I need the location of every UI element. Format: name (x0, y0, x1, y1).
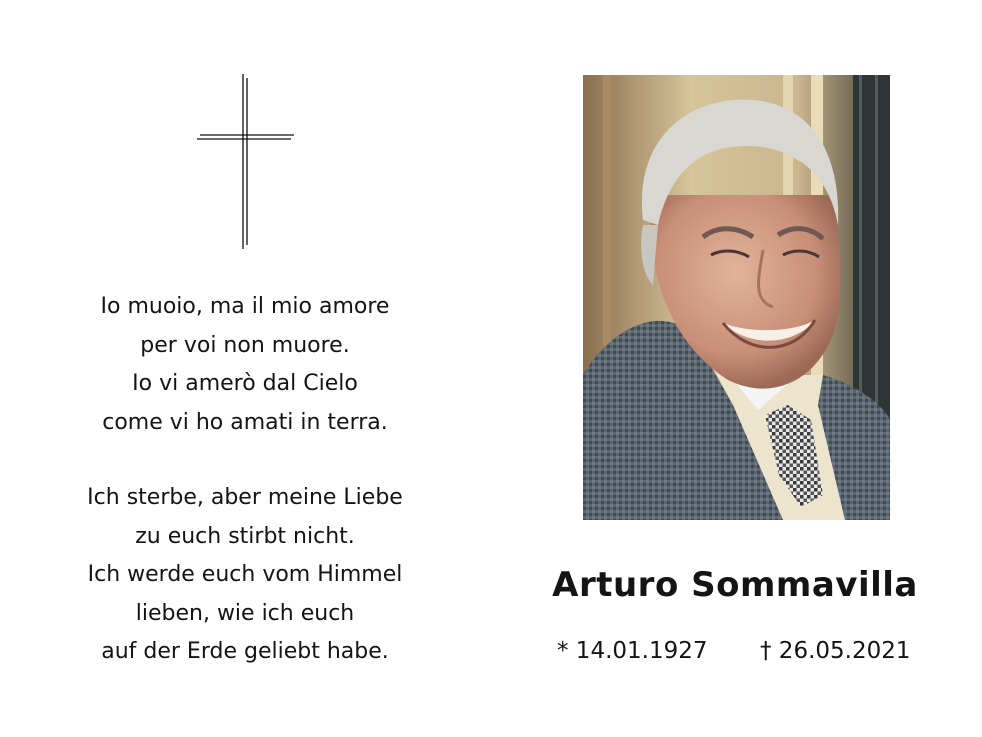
poem-line: zu euch stirbt nicht. (135, 523, 355, 549)
poem-line: per voi non muore. (140, 332, 350, 358)
poem-german (40, 479, 450, 672)
poem-line: Ich werde euch vom Himmel (87, 562, 403, 587)
poem-line: auf der Erde geliebt habe. (101, 639, 389, 664)
birth-date: * 14.01.1927 (557, 638, 708, 664)
cross-icon (195, 74, 295, 249)
poem-line: come vi ho amati in terra. (102, 409, 388, 435)
poem-line: Ich sterbe, aber meine Liebe (87, 485, 403, 510)
poem-italian (40, 288, 450, 442)
poem-line: lieben, wie ich euch (135, 600, 355, 626)
poem-line: Io muoio, ma il mio amore (100, 294, 390, 319)
poem-line: Io vi amerò dal Cielo (132, 371, 358, 396)
death-date: † 26.05.2021 (760, 638, 911, 664)
deceased-name: Arturo Sommavilla (552, 565, 918, 605)
portrait-photo (583, 75, 890, 520)
